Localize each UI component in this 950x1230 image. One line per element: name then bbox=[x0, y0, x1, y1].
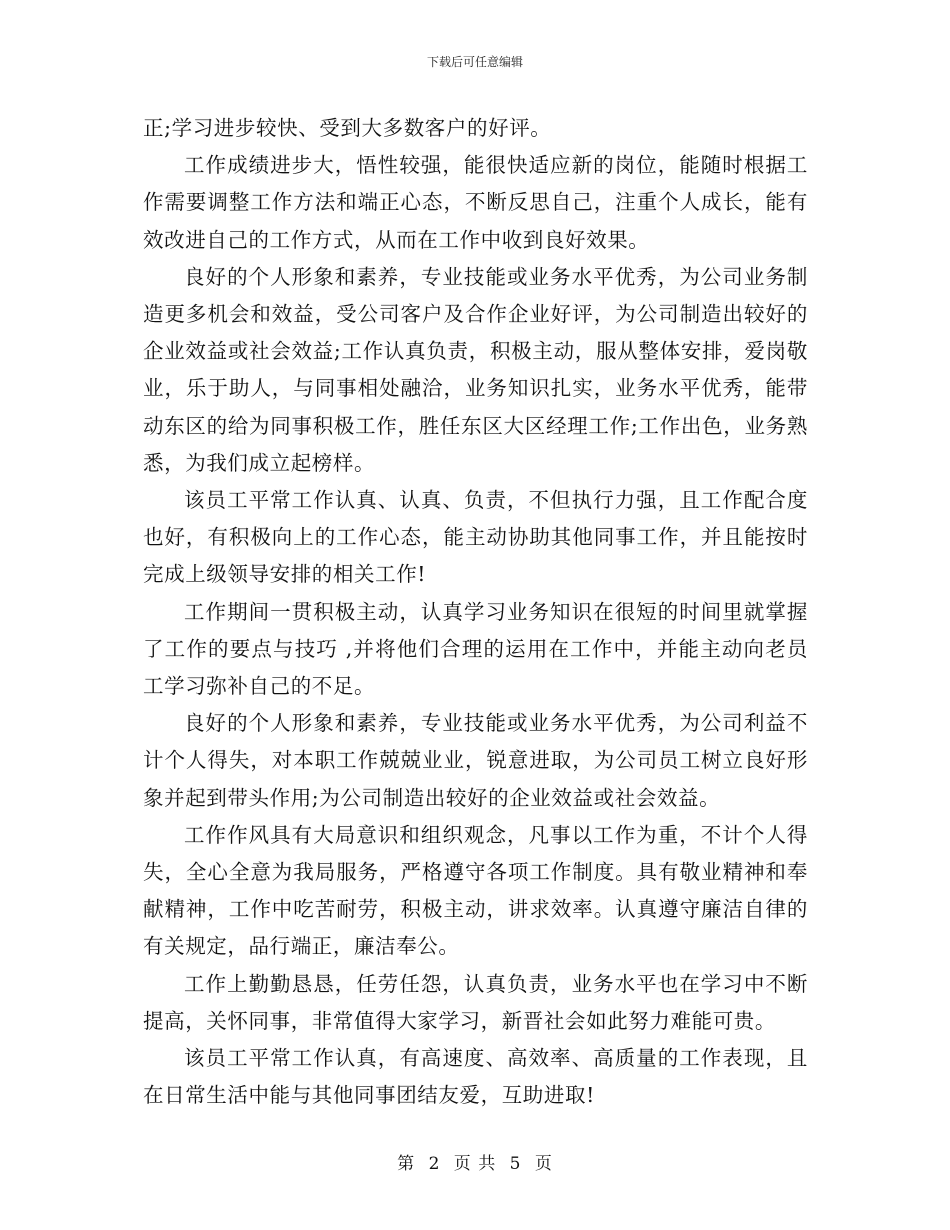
header-note: 下载后可任意编辑 bbox=[426, 55, 523, 69]
paragraph-7: 工作作风具有大局意识和组织观念，凡事以工作为重，不计个人得失，全心全意为我局服务，严格遵守各项工作制度。具有敬业精神和奉献精神，工作中吃苦耐劳，积极主动，讲求效率。认真遵守廉洁自律的有关规定，品行端正，廉洁奉公。 bbox=[143, 822, 808, 959]
paragraph-1: 正;学习进步较快、受到大多数客户的好评。 bbox=[143, 116, 552, 140]
paragraph-2: 工作成绩进步大，悟性较强，能很快适应新的岗位，能随时根据工作需要调整工作方法和端正心态，不断反思自己，注重个人成长，能有效改进自己的工作方式，从而在工作中收到良好效果。 bbox=[143, 153, 808, 252]
paragraph-9: 该员工平常工作认真，有高速度、高效率、高质量的工作表现，且在日常生活中能与其他同事团结友爱，互助进取! bbox=[143, 1046, 808, 1108]
paragraph-5: 工作期间一贯积极主动，认真学习业务知识在很短的时间里就掌握了工作的要点与技巧 ,并将他们合理的运用在工作中，并能主动向老员工学习弥补自己的不足。 bbox=[143, 599, 808, 699]
paragraph-3: 良好的个人形象和素养，专业技能或业务水平优秀，为公司业务制造更多机会和效益，受公司客户及合作企业好评，为公司制造出较好的企业效益或社会效益;工作认真负责，积极主动，服从整体安排，爱岗敬业，乐于助人，与同事相处融洽，业务知识扎实，业务水平优秀，能带动东区的给为同事积极工作，胜任东区大区经理工作;工作出色，业务熟悉，为我们成立起榜样。 bbox=[143, 264, 808, 475]
footer-prefix: 第 bbox=[397, 1154, 416, 1174]
paragraph-8: 工作上勤勤恳恳，任劳任怨，认真负责，业务水平也在学习中不断提高，关怀同事，非常值得大家学习，新晋社会如此努力难能可贵。 bbox=[143, 971, 808, 1033]
paragraph-6: 良好的个人形象和素养，专业技能或业务水平优秀，为公司利益不计个人得失，对本职工作兢兢业业，锐意进取，为公司员工树立良好形象并起到带头作用;为公司制造出较好的企业效益或社会效益。 bbox=[143, 711, 808, 810]
document-body bbox=[143, 110, 808, 1114]
total-page-number: 5 bbox=[509, 1154, 522, 1174]
current-page-number: 2 bbox=[428, 1154, 441, 1174]
paragraph-4: 该员工平常工作认真、认真、负责，不但执行力强，且工作配合度也好，有积极向上的工作心态，能主动协助其他同事工作，并且能按时完成上级领导安排的相关工作! bbox=[143, 488, 808, 587]
page-footer bbox=[0, 1153, 950, 1175]
footer-middle: 页 共 bbox=[453, 1154, 497, 1174]
footer-suffix: 页 bbox=[534, 1154, 553, 1174]
